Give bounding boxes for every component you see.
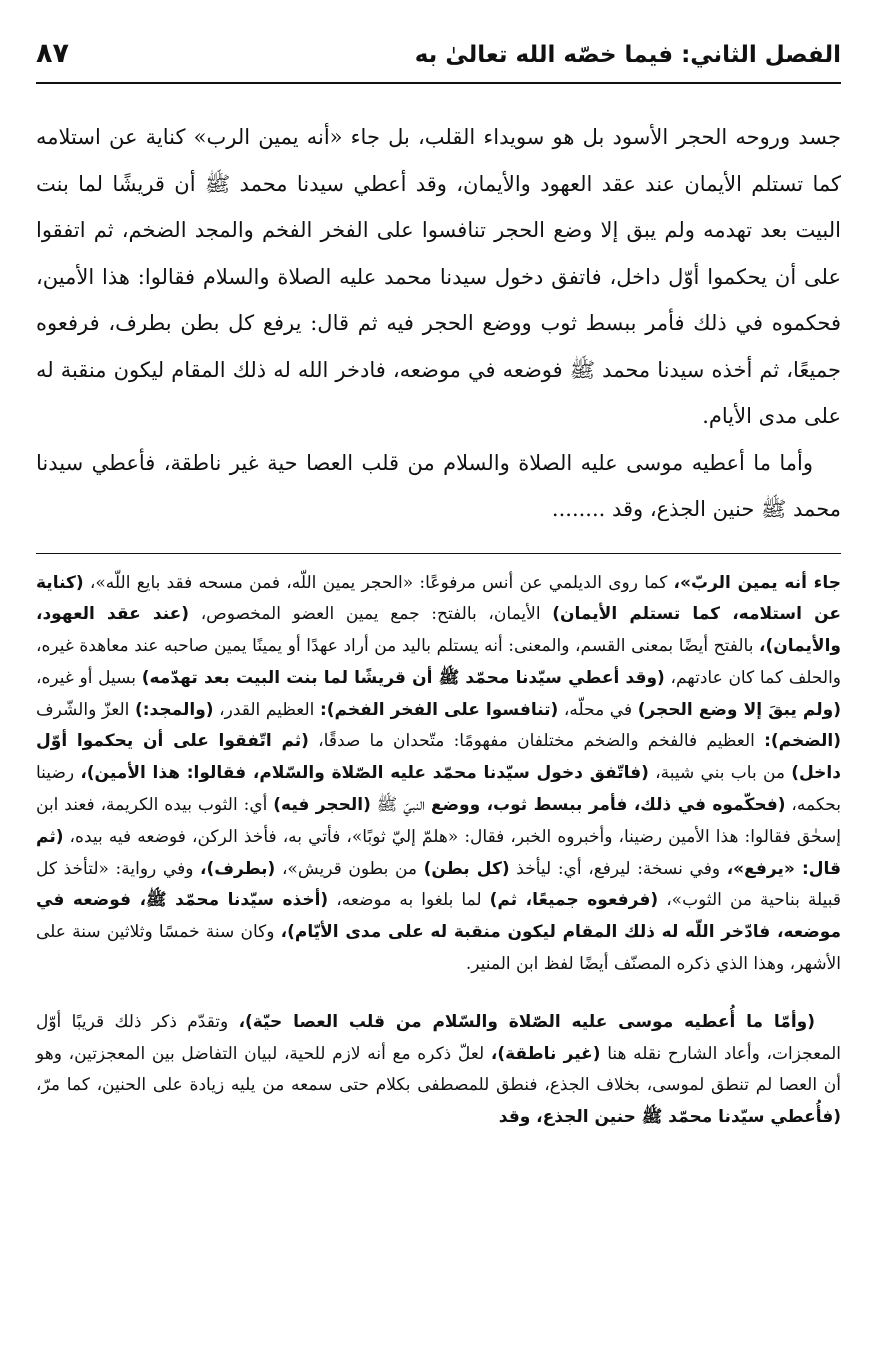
commentary-segment: النبيّ ﷺ — [370, 795, 432, 816]
commentary-segment: العظيم فالفخم والضخم مختلفان مفهومًا: متّحدان ما صدقًا، — [308, 731, 765, 752]
quoted-matn-segment: (فحكّموه في ذلك، فأمر ببسط ثوب، ووضع — [431, 795, 786, 816]
commentary-segment: العزّ والشّرف — [36, 699, 135, 720]
book-page — [36, 38, 841, 1134]
quoted-matn-segment: (غير ناطقة)، — [490, 1043, 601, 1064]
chapter-title: الفصل الثاني: فيما خصّه الله تعالىٰ به — [414, 42, 841, 68]
quoted-matn-segment: (كل بطن) — [423, 858, 510, 879]
main-paragraph-2: وأما ما أعطيه موسى عليه الصلاة والسلام من قلب العصا حية غير ناطقة، فأعطي سيدنا محمد ﷺ حنين الجذع، وقد ........ — [36, 450, 841, 521]
commentary-segment: لما بلغوا به موضعه، — [328, 890, 490, 911]
quoted-matn-segment: (تنافسوا على الفخر الفخم): — [319, 699, 559, 720]
quoted-matn-segment: (ثم قال: «يرفع»، — [36, 826, 842, 879]
commentary-segment: وفي رواية: «لتأخذ كل قبيلة بناحية من الثوب»، — [36, 858, 842, 911]
quoted-matn-segment: (أخذه سيّدنا محمّد ﷺ، فوضعه في موضعه، فادّخر اللّه له ذلك المقام ليكون منقبة له على مدى الأيّام)، — [36, 890, 841, 943]
main-text — [36, 114, 841, 533]
commentary-segment: بالفتح أيضًا بمعنى القسم، والمعنى: أنه يستلم باليد من أراد عهدًا أو يمينًا يمين صاحبه عند معاهدة غيره، والحلف كما كان عادتهم، — [36, 636, 842, 688]
commentary-segment: الأيمان، بالفتح: جمع يمين العضو المخصوص، — [189, 604, 553, 625]
quoted-matn-segment: (وقد أعطي سيّدنا محمّد ﷺ أن قريشًا لما بنت البيت بعد تهدّمه) — [141, 667, 665, 688]
commentary-segment: لعلّ ذكره مع أنه لازم للحية، لبيان التفاضل بين المعجزتين، وهو أن العصا لم تنطق لموسى، بخلاف الجذع، فنطق للمصطفى بكلام حتى سمعه من يليه زيادة على الحنين، كما مرّ، — [36, 1043, 841, 1096]
quoted-matn-segment: (بطرف)، — [200, 858, 276, 879]
quoted-matn-segment: (كناية عن استلامه، كما تستلم الأيمان) — [36, 572, 842, 625]
commentary-paragraph-2 — [36, 1007, 841, 1134]
commentary-segment: بسيل أو غيره، — [36, 667, 142, 688]
commentary-segment: وتقدّم ذكر ذلك قريبًا أوّل المعجزات، وأعاد الشارح نقله هنا — [36, 1011, 841, 1064]
quoted-matn-segment: (والمجد:) — [134, 699, 214, 720]
commentary-segment: أي: الثوب بيده الكريمة، فعند ابن إسحٰق فقالوا: هذا الأمين رضينا، وأخبروه الخبر، فقال: «هلمّ إليّ ثوبًا»، فأتي به، فأخذ الركن، فوضعه فيه بيده، — [36, 795, 841, 847]
commentary-segment: وكان سنة خمسًا وثلاثين سنة على الأشهر، وهذا الذي ذكره المصنّف أيضًا لفظ ابن المنير. — [36, 922, 841, 975]
quoted-matn-segment: (ثم اتّفقوا على أن يحكموا أوّل داخل) — [36, 731, 841, 784]
commentary-segment: العظيم القدر، — [213, 699, 320, 720]
commentary-segment: كما روى الديلمي عن أنس مرفوعًا: «الحجر يمين اللّه، فمن مسحه فقد بايع اللّه»، — [83, 572, 674, 593]
quoted-matn-segment: (ولم يبقَ إلا وضع الحجر) — [637, 699, 841, 720]
commentary — [36, 568, 841, 1135]
quoted-matn-segment: جاء أنه يمين الربّ»، — [673, 572, 841, 593]
commentary-segment: من باب بني شيبة، — [648, 763, 792, 784]
quoted-matn-segment: (وأمّا ما أُعطيه موسى عليه الصّلاة والسّلام من قلب العصا حيّة)، — [238, 1011, 815, 1032]
commentary-segment: في محلّه، — [558, 699, 638, 720]
quoted-matn-segment: (الحجر فيه) — [273, 795, 371, 816]
quoted-matn-segment: (عند عقد العهود، والأيمان)، — [36, 604, 841, 657]
page-number: ٨٧ — [36, 38, 69, 69]
commentary-segment: رضينا بحكمه، — [36, 763, 841, 816]
quoted-matn-segment: (فاتّفق دخول سيّدنا محمّد عليه الصّلاة والسّلام، فقالوا: هذا الأمين)، — [80, 763, 649, 784]
main-paragraph-1: جسد وروحه الحجر الأسود بل هو سويداء القلب، بل جاء «أنه يمين الرب» كناية عن استلامه كما تستلم الأيمان عند عقد العهود والأيمان، وقد أعطي سيدنا محمد ﷺ أن قريشًا لما بنت البيت بعد تهدمه ولم يبق إلا وضع الحجر تنافسوا على الفخر الفخم والمجد الضخم، ثم اتفقوا على أن يحكموا أوّل داخل، فاتفق دخول سيدنا محمد عليه الصلاة والسلام فقالوا: هذا الأمين، فحكموه في ذلك فأمر ببسط ثوب ووضع الحجر فيه ثم قال: يرفع كل بطن بطرف، فرفعوه جميعًا، ثم أخذه سيدنا محمد ﷺ فوضعه في موضعه، فادخر الله له ذلك المقام ليكون منقبة له على مدى الأيام. — [36, 125, 841, 428]
footnote-divider — [36, 553, 841, 554]
commentary-paragraph-1 — [36, 568, 841, 981]
quoted-matn-segment: (فرفعوه جميعًا، ثم) — [489, 890, 659, 911]
quoted-matn-segment: (الضخم): — [764, 731, 841, 752]
page-header — [36, 38, 841, 84]
commentary-segment: وفي نسخة: ليرفع، أي: ليأخذ — [509, 858, 727, 879]
commentary-segment: من بطون قريش»، — [275, 858, 424, 879]
quoted-matn-segment: (فأُعطي سيّدنا محمّد ﷺ حنين الجذع، وقد — [498, 1107, 841, 1128]
